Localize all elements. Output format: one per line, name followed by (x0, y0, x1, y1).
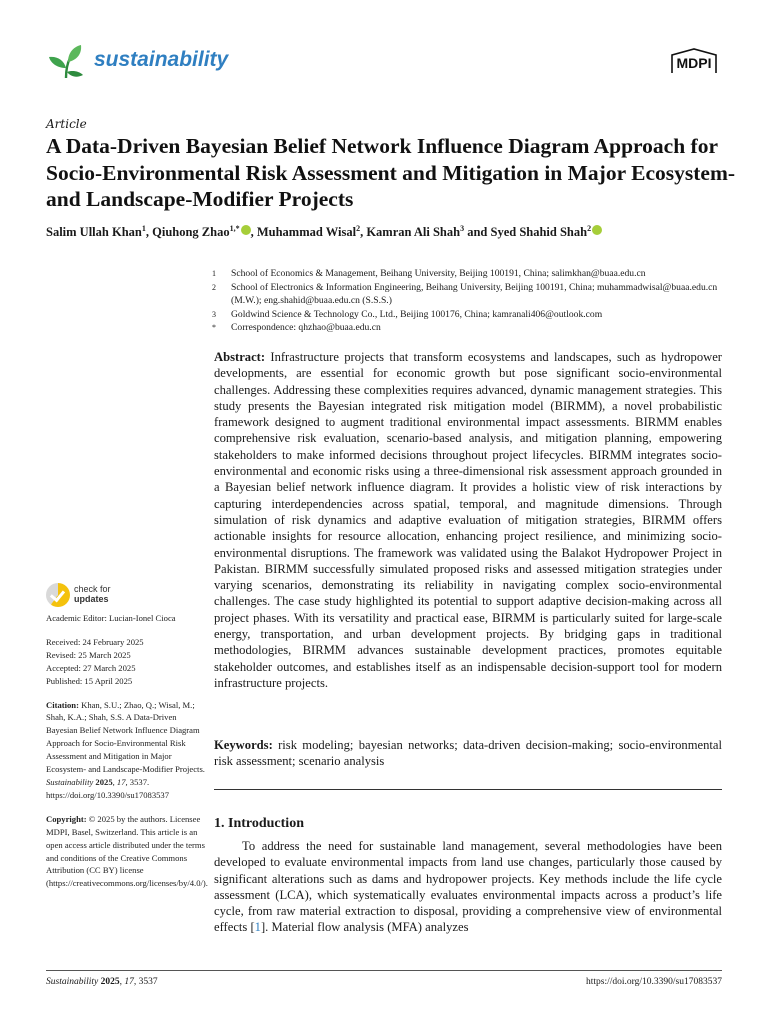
footer-doi-link[interactable]: https://doi.org/10.3390/su17083537 (585, 977, 722, 987)
footer-journal: Sustainability (46, 977, 99, 987)
author-affiliation-mark: 1,* (229, 224, 240, 233)
paper-title: A Data-Driven Bayesian Belief Network Influence Diagram Approach for Socio-Environmental Risk Assessment and Mitigation in Major Ecosystem- and Landscape-Modifier Projects (46, 134, 736, 211)
section-divider (214, 789, 722, 790)
author-separator: , (145, 225, 153, 240)
abstract (214, 349, 722, 691)
affiliation-item (212, 281, 732, 308)
affiliation-item (212, 308, 732, 322)
check-updates-icon (46, 583, 70, 607)
citation-volume: 17 (116, 776, 126, 787)
correspondence-email[interactable]: Correspondence: qhzhao@buaa.edu.cn (231, 322, 381, 334)
affiliation-item (212, 321, 732, 335)
article-info-sidebar (46, 612, 206, 890)
author-name[interactable]: Kamran Ali Shah (366, 225, 461, 240)
footer-citation: Sustainability 2025, 17, 3537 (46, 977, 158, 987)
keywords (214, 737, 722, 770)
author-name[interactable]: Qiuhong Zhao (152, 225, 230, 240)
author-affiliation-mark: 1 (141, 224, 146, 233)
revised-date: Revised: 25 March 2025 (46, 649, 131, 660)
affiliation-text: School of Electronics & Information Engineering, Beihang University, Beijing 100191, China; muhammadwisal@buaa.edu.cn (M.W.); eng.shahid@buaa.edu.cn (S.S.S.) (231, 281, 718, 307)
published-date: Published: 15 April 2025 (46, 675, 133, 686)
footer-article-number: , 3537 (133, 977, 158, 987)
academic-editor: Academic Editor: Lucian-Ionel Cioca (46, 613, 176, 623)
footer-divider (46, 970, 722, 971)
publisher-logo-icon[interactable] (666, 47, 722, 79)
author-name[interactable]: Syed Shahid Shah (490, 225, 588, 240)
check-updates-label (74, 584, 111, 604)
affiliation-mark: 1 (212, 269, 216, 278)
author-name[interactable]: Salim Ullah Khan (46, 225, 142, 240)
author-separator: , (250, 225, 257, 240)
citation-doi[interactable]: , 3537. https://doi.org/10.3390/su17083537 (46, 776, 170, 800)
citation-year: 2025 (95, 776, 113, 787)
introduction-text: To address the need for sustainable land management, several methodologies have been developed to evaluate environmental impacts from land use changes, particularly those caused by significant alterations such as dams and hydropower projects. Key methods include the life cycle assessment (LCA), which systematically evaluates environmental impacts across a product’s life cycle, from raw material extraction to disposal, providing a comprehensive view of environmental effects [ (214, 839, 722, 935)
abstract-text: Infrastructure projects that transform ecosystems and landscapes, such as hydropower developments, are essential for economic growth but pose significant socio-environmental challenges. Addressing these complexities requires advanced, dynamic management strategies. This study presents the Bayesian integrated risk mitigation model (BIRMM), a novel probabilistic framework designed to augment traditional environmental impact assessments. BIRMM enables comprehensive risk evaluation, scenario-based analysis, and mitigation planning, empowering stakeholders to make informed decisions throughout project lifecycles. BIRMM integrates socio-environmental and economic risks using a three-dimensional risk assessment approach grounded in a Bayesian belief network influence diagram. It provides a holistic view of risk interactions by capturing interdependencies across spatial, temporal, and magnitude dimensions. Through simulation of risk dynamics and adaptive evaluation of mitigation strategies, BIRMM offers actionable insights for resource allocation, enhancing project resilience, and minimizing socio-environmental disruptions. The framework was validated using the Balakot Hydropower Project in Pakistan. BIRMM successfully simulated proposed risks and assessed mitigation strategies under varying scenarios, demonstrating its reliability in navigating complex socio-environmental challenges. The case study highlighted its potential to support adaptive decision-making across all project phases. With its versatility and practical ease, BIRMM is particularly suited for large-scale energy, transportation, and urban development projects. By bridging gaps in traditional methodologies, BIRMM advances sustainable development practices, promotes equitable stakeholder outcomes, and establishes itself as an indispensable decision-support tool for modern infrastructure projects. (214, 350, 722, 690)
journal-logo-icon (46, 42, 86, 82)
affiliation-mark: * (212, 323, 216, 333)
author-list (46, 224, 736, 240)
section-heading-introduction: 1. Introduction (214, 816, 304, 831)
keywords-label: Keywords: (214, 738, 273, 752)
author-affiliation-mark: 3 (460, 224, 465, 233)
affiliations (212, 267, 732, 335)
affiliation-text: School of Economics & Management, Beihang University, Beijing 100191, China; salimkhan@buaa.edu.cn (231, 268, 646, 279)
copyright-block (46, 813, 206, 890)
orcid-icon[interactable] (241, 225, 251, 235)
citation-label: Citation: (46, 699, 79, 710)
introduction-paragraph (214, 838, 722, 936)
citation-text: Khan, S.U.; Zhao, Q.; Wisal, M.; Shah, K.A.; Shah, S.S. A Data-Driven Bayesian Belief Network Influence Diagram Approach for Socio-Environmental Risk Assessment and Mitigation in Major Ecosystem- and Landscape-Modifier Projects. (46, 699, 205, 775)
journal-name[interactable]: sustainability (94, 48, 229, 71)
affiliation-item (212, 267, 732, 281)
footer-year: 2025 (100, 977, 120, 987)
author-affiliation-mark: 2 (587, 224, 592, 233)
author-affiliation-mark: 2 (356, 224, 361, 233)
article-type: Article (46, 117, 87, 131)
citation-journal: Sustainability (46, 776, 94, 787)
check-for-updates-button[interactable] (46, 583, 156, 607)
check-updates-line: check for (74, 584, 111, 594)
footer-volume: 17 (124, 977, 134, 987)
copyright-text: © 2025 by the authors. Licensee MDPI, Basel, Switzerland. This article is an open access article distributed under the terms and conditions of the Creative Commons Attribution (CC BY) license (https://creativecommons.org/licenses/by/4.0/). (46, 813, 208, 889)
copyright-label: Copyright: (46, 813, 87, 824)
publisher-name: MDPI (676, 55, 712, 71)
author-name[interactable]: Muhammad Wisal (256, 225, 357, 240)
keywords-text: risk modeling; bayesian networks; data-driven decision-making; socio-environmental risk assessment; scenario analysis (214, 738, 722, 769)
citation-block: Citation: Khan, S.U.; Zhao, Q.; Wisal, M.; Shah, K.A.; Shah, S.S. A Data-Driven Bayesian Belief Network Influence Diagram Approach for Socio-Environmental Risk Assessment and Mitigation in Major Ecosystem- and Landscape-Modifier Projects. Sustainability 2025, 17, 3537. https://doi.org/10.3390/su17083537 (46, 699, 205, 800)
received-date: Received: 24 February 2025 (46, 636, 144, 647)
check-updates-line: updates (74, 594, 109, 604)
author-separator: , (360, 225, 367, 240)
orcid-icon[interactable] (592, 225, 602, 235)
abstract-label: Abstract: (214, 350, 266, 364)
affiliation-text: Goldwind Science & Technology Co., Ltd., Beijing 100176, China; kamranali406@outlook.com (231, 308, 603, 320)
citation-link[interactable]: 1 (254, 920, 261, 935)
accepted-date: Accepted: 27 March 2025 (46, 662, 136, 673)
introduction-text: ]. Material flow analysis (MFA) analyzes (260, 920, 469, 935)
affiliation-mark: 3 (212, 309, 216, 319)
affiliation-mark: 2 (212, 282, 216, 292)
author-separator: and (464, 225, 491, 240)
